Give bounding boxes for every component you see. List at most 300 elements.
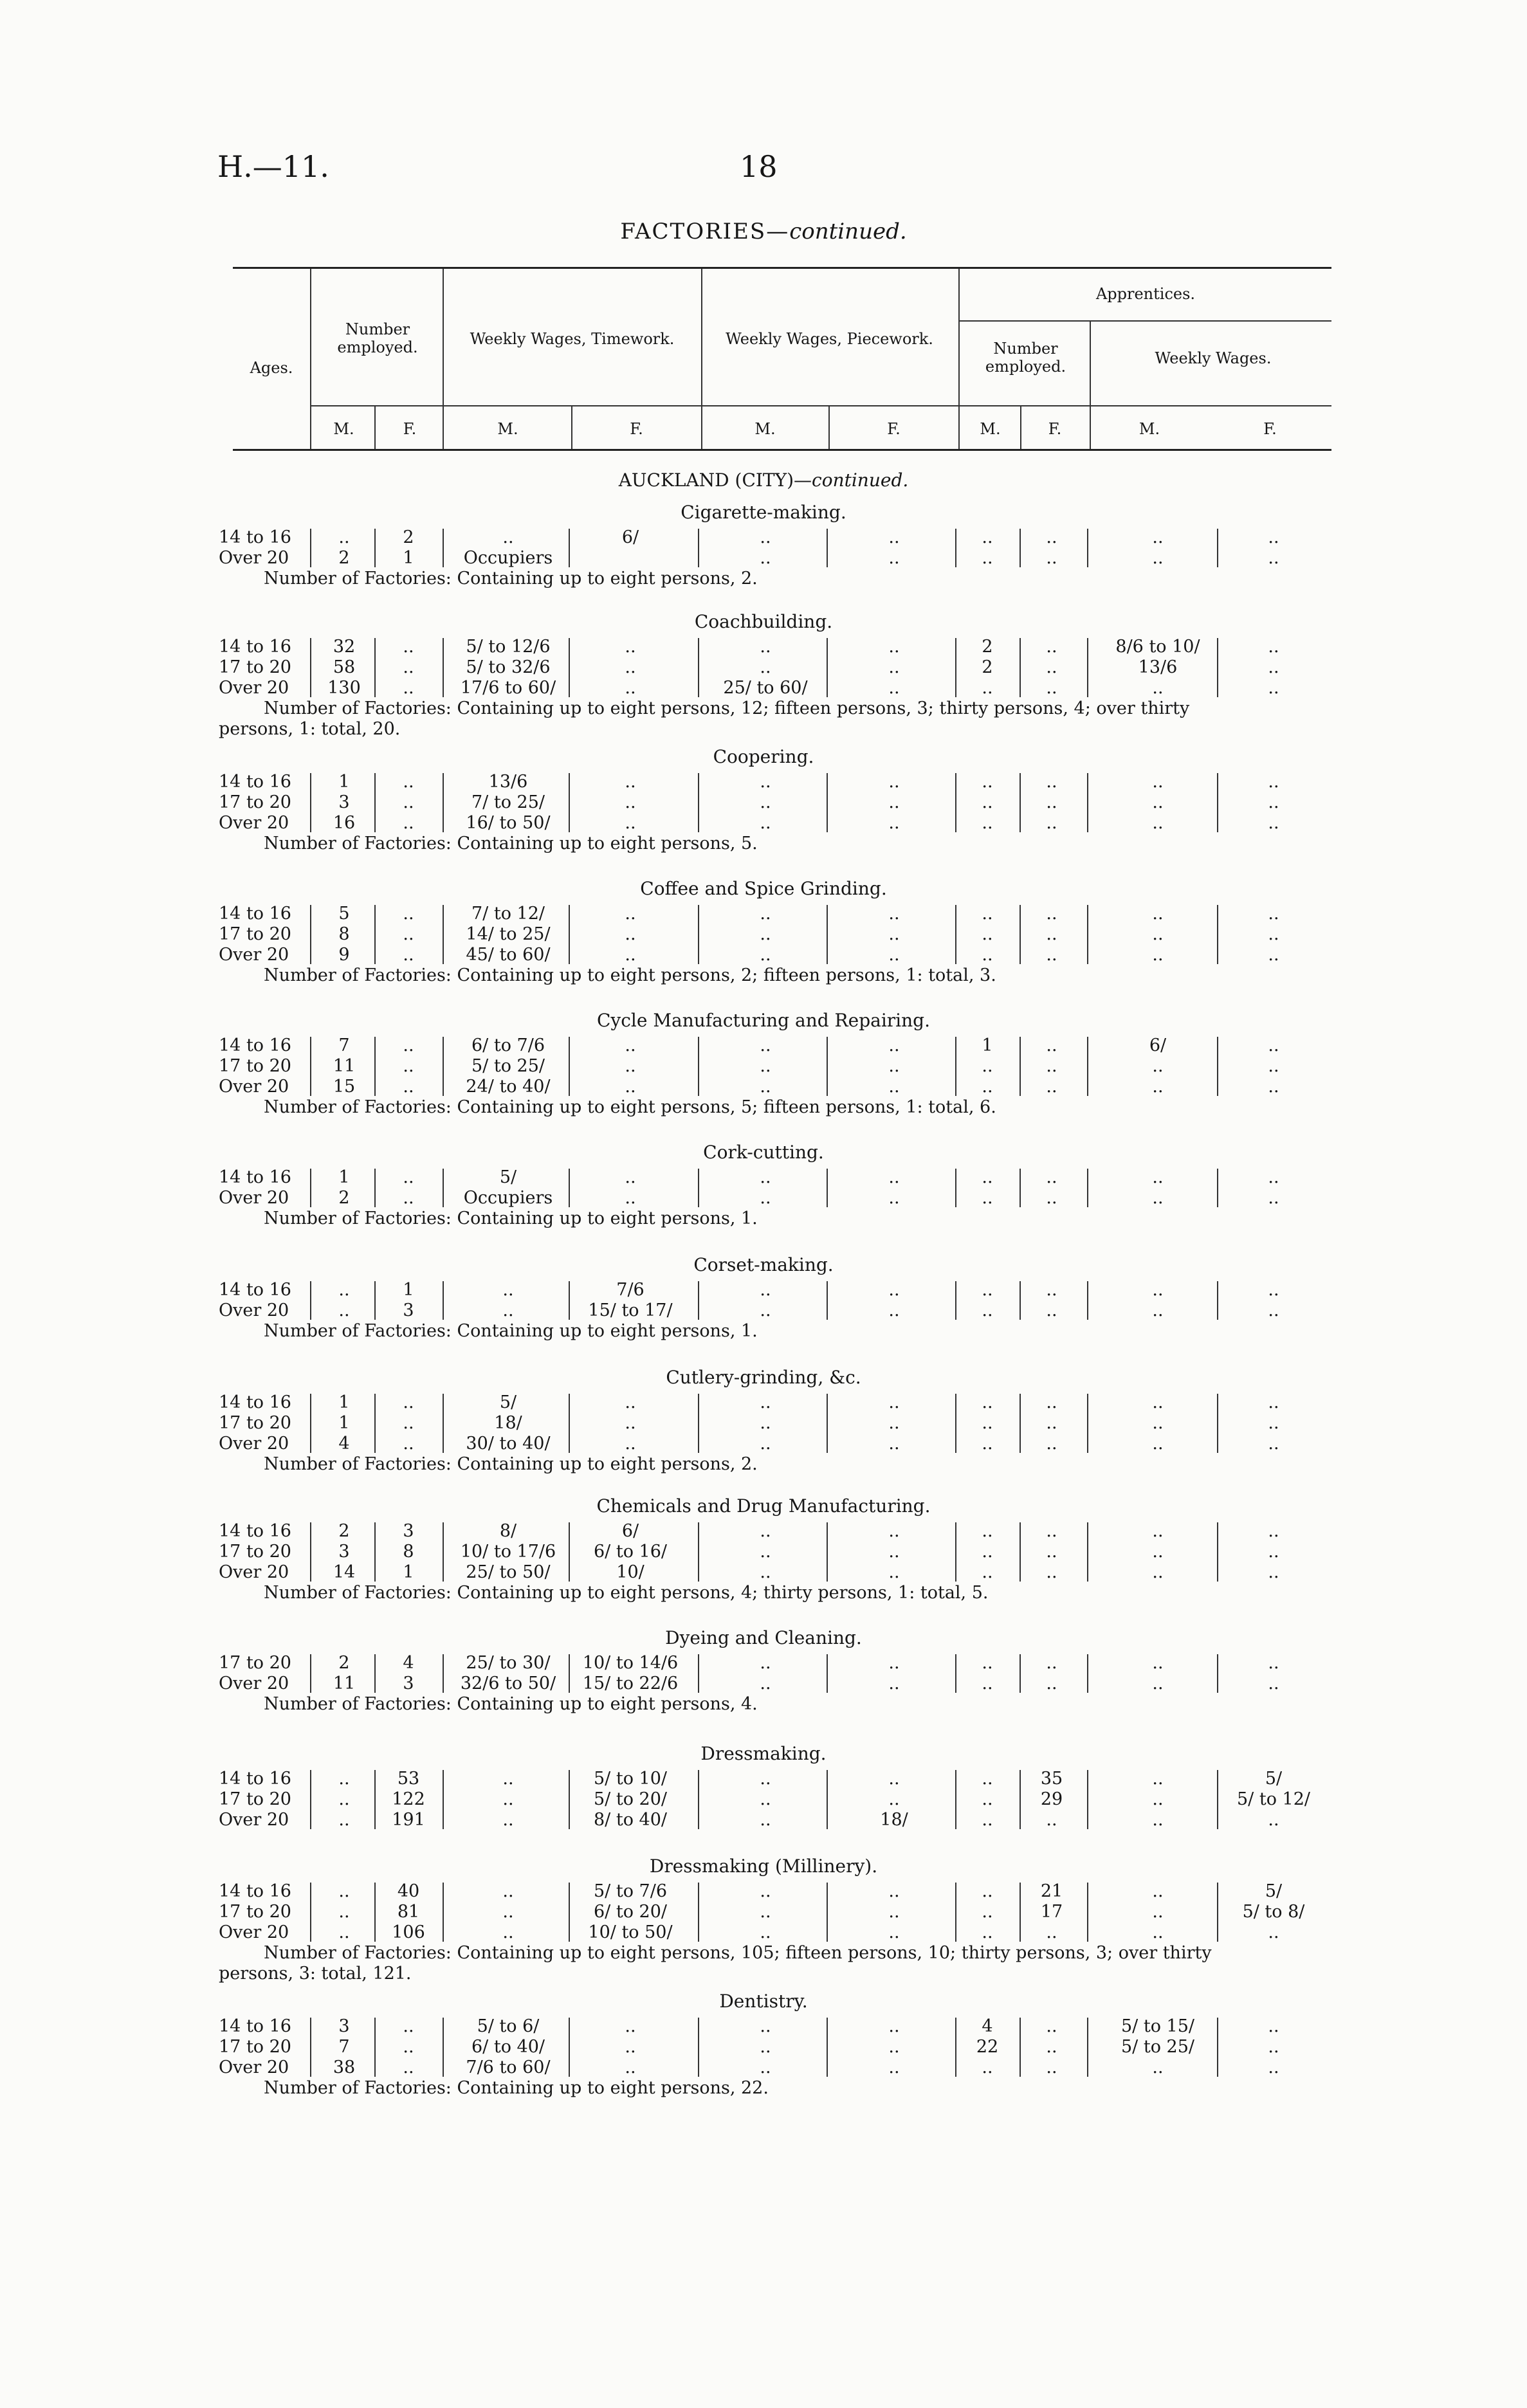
value-cell: 11 xyxy=(333,1056,356,1076)
value-cell: .. xyxy=(1046,1521,1057,1541)
factory-count-note: Number of Factories: Containing up to eight persons, 2. xyxy=(264,569,758,588)
value-cell: .. xyxy=(625,1392,636,1412)
value-cell: 1 xyxy=(982,1035,993,1055)
age-cell: Over 20 xyxy=(219,1922,289,1942)
value-cell: 8 xyxy=(338,924,350,944)
column-rule xyxy=(1087,1770,1088,1829)
value-cell: .. xyxy=(982,1674,993,1693)
value-cell: .. xyxy=(1268,904,1279,924)
value-cell: .. xyxy=(338,1902,350,1922)
value-cell: .. xyxy=(338,1789,350,1809)
value-cell: .. xyxy=(1046,1413,1057,1433)
value-cell: 17 xyxy=(1040,1902,1063,1922)
column-rule xyxy=(955,1169,956,1207)
table-row xyxy=(0,1789,1527,1810)
column-rule xyxy=(698,1169,699,1207)
value-cell: 1 xyxy=(338,1413,350,1433)
value-cell: 5/ to 15/ xyxy=(1121,2016,1194,2036)
value-cell: .. xyxy=(1046,945,1057,965)
value-cell: 7/6 to 60/ xyxy=(466,2057,551,2077)
value-cell: .. xyxy=(1152,1056,1164,1076)
value-cell: 13/6 xyxy=(1138,657,1178,677)
column-rule xyxy=(1020,773,1021,832)
value-cell: .. xyxy=(403,904,414,924)
column-rule xyxy=(374,1522,376,1582)
column-rule xyxy=(698,1522,699,1582)
value-cell: .. xyxy=(403,1077,414,1097)
value-cell: 14 xyxy=(333,1562,356,1582)
value-cell: .. xyxy=(403,2016,414,2036)
value-cell: .. xyxy=(625,637,636,657)
value-cell: 191 xyxy=(392,1810,425,1830)
value-cell: .. xyxy=(403,1035,414,1055)
value-cell: .. xyxy=(625,1188,636,1208)
column-rule xyxy=(698,1281,699,1320)
column-rule xyxy=(698,2018,699,2077)
value-cell: .. xyxy=(1046,1562,1057,1582)
table-row xyxy=(0,1434,1527,1454)
value-cell: .. xyxy=(1268,1280,1279,1300)
value-cell: 32/6 to 50/ xyxy=(460,1674,556,1693)
column-rule xyxy=(698,529,699,567)
section-title: Cutlery-grinding, &c. xyxy=(666,1367,861,1388)
value-cell: .. xyxy=(1046,1035,1057,1055)
value-cell: .. xyxy=(502,1902,514,1922)
value-cell: .. xyxy=(888,548,900,568)
column-rule xyxy=(569,2018,570,2077)
value-cell: 10/ xyxy=(616,1562,645,1582)
column-rule xyxy=(1020,529,1021,567)
value-cell: .. xyxy=(625,2057,636,2077)
header-number-employed: Number employed. xyxy=(337,320,418,356)
value-cell: .. xyxy=(888,1653,900,1673)
header-app-number: Number employed. xyxy=(985,340,1066,376)
value-cell: 5/ xyxy=(1265,1881,1283,1901)
value-cell: .. xyxy=(1268,2057,1279,2077)
column-rule xyxy=(569,1394,570,1453)
value-cell: .. xyxy=(982,1881,993,1901)
column-rule xyxy=(955,2018,956,2077)
column-rule xyxy=(827,773,828,832)
value-cell: .. xyxy=(1268,2037,1279,2057)
column-rule xyxy=(310,1394,311,1453)
age-cell: 17 to 20 xyxy=(219,792,291,812)
value-cell: .. xyxy=(1152,1769,1164,1789)
value-cell: 5/ to 8/ xyxy=(1242,1902,1305,1922)
value-cell: .. xyxy=(1268,1434,1279,1454)
column-rule xyxy=(955,773,956,832)
value-cell: .. xyxy=(625,772,636,792)
value-cell: 18/ xyxy=(880,1810,908,1830)
value-cell: .. xyxy=(888,772,900,792)
value-cell: .. xyxy=(888,2037,900,2057)
column-rule xyxy=(827,905,828,964)
value-cell: 3 xyxy=(338,1542,350,1562)
value-cell: .. xyxy=(1268,548,1279,568)
value-cell: 2 xyxy=(982,637,993,657)
column-rule xyxy=(310,1654,311,1693)
value-cell: .. xyxy=(1268,1413,1279,1433)
column-rule xyxy=(374,773,376,832)
section-title: Dentistry. xyxy=(719,1991,808,2012)
region-continued: continued. xyxy=(812,470,909,491)
value-cell: .. xyxy=(1268,1653,1279,1673)
value-cell: .. xyxy=(1152,1413,1164,1433)
table-row xyxy=(0,813,1527,834)
value-cell: .. xyxy=(888,1881,900,1901)
value-cell: .. xyxy=(403,924,414,944)
column-rule xyxy=(1020,1522,1021,1582)
value-cell: .. xyxy=(1046,1653,1057,1673)
value-cell: .. xyxy=(1152,1810,1164,1830)
value-cell: .. xyxy=(1046,2057,1057,2077)
value-cell: 53 xyxy=(397,1769,420,1789)
value-cell: .. xyxy=(1152,1188,1164,1208)
column-rule xyxy=(1217,1037,1218,1096)
value-cell: 7 xyxy=(338,1035,350,1055)
value-cell: .. xyxy=(760,548,771,568)
value-cell: .. xyxy=(888,1035,900,1055)
column-rule xyxy=(1087,638,1088,697)
value-cell: 40 xyxy=(397,1881,420,1901)
column-rule xyxy=(1217,638,1218,697)
value-cell: .. xyxy=(982,548,993,568)
value-cell: .. xyxy=(982,1300,993,1320)
value-cell: .. xyxy=(1268,527,1279,547)
column-rule xyxy=(1087,905,1088,964)
factory-count-note-continued: persons, 1: total, 20. xyxy=(219,719,401,739)
age-cell: 17 to 20 xyxy=(219,1789,291,1809)
column-rule xyxy=(1020,1654,1021,1693)
value-cell: .. xyxy=(1152,813,1164,833)
value-cell: .. xyxy=(625,2037,636,2057)
value-cell: .. xyxy=(625,924,636,944)
value-cell: .. xyxy=(1152,1300,1164,1320)
age-cell: 17 to 20 xyxy=(219,1413,291,1433)
value-cell: .. xyxy=(982,1280,993,1300)
value-cell: .. xyxy=(403,792,414,812)
value-cell: .. xyxy=(888,678,900,698)
factory-count-note: Number of Factories: Containing up to eight persons, 2; fifteen persons, 1: total, 3. xyxy=(264,965,996,985)
table-row xyxy=(0,1542,1527,1562)
value-cell: .. xyxy=(1152,924,1164,944)
factory-count-note: Number of Factories: Containing up to eight persons, 5; fifteen persons, 1: total, 6. xyxy=(264,1097,996,1117)
value-cell: .. xyxy=(1152,1902,1164,1922)
factory-count-note: Number of Factories: Containing up to eight persons, 12; fifteen persons, 3; thirty persons, 4; over thirty xyxy=(264,698,1190,718)
section-title: Cigarette-making. xyxy=(681,502,846,523)
column-rule xyxy=(310,1037,311,1096)
age-cell: 14 to 16 xyxy=(219,1167,291,1187)
value-cell: .. xyxy=(625,2016,636,2036)
value-cell: .. xyxy=(982,1521,993,1541)
value-cell: .. xyxy=(1046,657,1057,677)
age-cell: 17 to 20 xyxy=(219,1902,291,1922)
value-cell: .. xyxy=(1152,1542,1164,1562)
column-rule xyxy=(569,1522,570,1582)
column-rule xyxy=(443,1394,444,1453)
value-cell: 22 xyxy=(976,2037,999,2057)
table-row xyxy=(0,1562,1527,1583)
column-rule xyxy=(1217,1770,1218,1829)
age-cell: 14 to 16 xyxy=(219,1769,291,1789)
value-cell: 16 xyxy=(333,813,356,833)
value-cell: .. xyxy=(982,1542,993,1562)
value-cell: 13/6 xyxy=(488,772,528,792)
age-cell: 17 to 20 xyxy=(219,1056,291,1076)
column-rule xyxy=(569,1770,570,1829)
value-cell: 6/ to 7/6 xyxy=(471,1035,545,1055)
column-rule xyxy=(698,638,699,697)
column-rule xyxy=(1217,2018,1218,2077)
value-cell: .. xyxy=(888,1167,900,1187)
value-cell: .. xyxy=(982,924,993,944)
table-row xyxy=(0,792,1527,813)
value-cell: .. xyxy=(760,1922,771,1942)
value-cell: 10/ to 17/6 xyxy=(460,1542,556,1562)
value-cell: 45/ to 60/ xyxy=(466,945,551,965)
report-reference: H.—11. xyxy=(217,149,329,184)
column-header-block xyxy=(233,267,1331,451)
value-cell: 32 xyxy=(333,637,356,657)
age-cell: Over 20 xyxy=(219,945,289,965)
value-cell: 14/ to 25/ xyxy=(466,924,551,944)
header-m: M. xyxy=(980,420,1001,438)
section-title: Coachbuilding. xyxy=(694,611,833,632)
column-rule xyxy=(443,1169,444,1207)
value-cell: 10/ to 14/6 xyxy=(582,1653,679,1673)
column-rule xyxy=(374,1169,376,1207)
value-cell: .. xyxy=(1268,1188,1279,1208)
value-cell: .. xyxy=(625,945,636,965)
value-cell: 1 xyxy=(338,772,350,792)
age-cell: 14 to 16 xyxy=(219,1035,291,1055)
value-cell: .. xyxy=(1046,904,1057,924)
value-cell: 58 xyxy=(333,657,356,677)
value-cell: .. xyxy=(625,678,636,698)
age-cell: Over 20 xyxy=(219,1300,289,1320)
column-rule xyxy=(827,1394,828,1453)
value-cell: .. xyxy=(982,945,993,965)
factory-count-note-continued: persons, 3: total, 121. xyxy=(219,1964,412,1984)
value-cell: .. xyxy=(403,1056,414,1076)
region-name: AUCKLAND (CITY)— xyxy=(618,470,812,491)
value-cell: .. xyxy=(1046,2037,1057,2057)
age-cell: Over 20 xyxy=(219,548,289,568)
value-cell: 5/ to 12/6 xyxy=(466,637,551,657)
table-row xyxy=(0,637,1527,657)
table-row xyxy=(0,1653,1527,1674)
value-cell: .. xyxy=(760,2037,771,2057)
value-cell: .. xyxy=(982,1434,993,1454)
age-cell: Over 20 xyxy=(219,813,289,833)
age-cell: 17 to 20 xyxy=(219,2037,291,2057)
value-cell: .. xyxy=(982,678,993,698)
column-rule xyxy=(698,773,699,832)
value-cell: .. xyxy=(1046,1810,1057,1830)
age-cell: 17 to 20 xyxy=(219,1653,291,1673)
value-cell: .. xyxy=(1152,1653,1164,1673)
value-cell: .. xyxy=(403,945,414,965)
value-cell: .. xyxy=(760,1521,771,1541)
value-cell: .. xyxy=(1268,1674,1279,1693)
value-cell: 5/ to 25/ xyxy=(1121,2037,1194,2057)
value-cell: .. xyxy=(760,2057,771,2077)
column-rule xyxy=(1020,1883,1021,1942)
value-cell: .. xyxy=(502,1280,514,1300)
value-cell: 3 xyxy=(403,1300,414,1320)
value-cell: .. xyxy=(888,1280,900,1300)
value-cell: 5/ to 20/ xyxy=(594,1789,667,1809)
column-rule xyxy=(374,529,376,567)
value-cell: .. xyxy=(1046,1434,1057,1454)
table-row xyxy=(0,1188,1527,1209)
value-cell: .. xyxy=(1268,2016,1279,2036)
column-rule xyxy=(955,1394,956,1453)
column-rule xyxy=(1087,1037,1088,1096)
value-cell: 35 xyxy=(1040,1769,1063,1789)
value-cell: .. xyxy=(760,1562,771,1582)
value-cell: .. xyxy=(1046,527,1057,547)
value-cell: .. xyxy=(760,1280,771,1300)
value-cell: 10/ to 50/ xyxy=(588,1922,673,1942)
column-rule xyxy=(569,529,570,567)
value-cell: 5/ xyxy=(499,1167,517,1187)
column-rule xyxy=(827,1770,828,1829)
value-cell: 29 xyxy=(1040,1789,1063,1809)
value-cell: .. xyxy=(888,792,900,812)
value-cell: .. xyxy=(982,772,993,792)
value-cell: .. xyxy=(982,527,993,547)
column-rule xyxy=(1020,905,1021,964)
value-cell: .. xyxy=(982,1902,993,1922)
value-cell: .. xyxy=(888,1789,900,1809)
value-cell: .. xyxy=(403,2057,414,2077)
header-apprentices: Apprentices. xyxy=(1095,285,1196,303)
column-rule xyxy=(443,905,444,964)
column-rule xyxy=(310,529,311,567)
age-cell: Over 20 xyxy=(219,1674,289,1693)
value-cell: .. xyxy=(888,924,900,944)
value-cell: .. xyxy=(760,1881,771,1901)
value-cell: .. xyxy=(1268,1922,1279,1942)
column-rule xyxy=(374,2018,376,2077)
table-row xyxy=(0,1881,1527,1902)
column-rule xyxy=(1020,1169,1021,1207)
column-rule xyxy=(1087,1522,1088,1582)
header-f: F. xyxy=(403,420,417,438)
column-rule xyxy=(569,905,570,964)
column-rule xyxy=(374,638,376,697)
value-cell: .. xyxy=(760,637,771,657)
header-ages: Ages. xyxy=(250,359,293,377)
section-title: Dressmaking (Millinery). xyxy=(649,1856,878,1877)
value-cell: 1 xyxy=(403,1562,414,1582)
table-row xyxy=(0,1769,1527,1789)
table-row xyxy=(0,1810,1527,1830)
table-row xyxy=(0,1413,1527,1434)
value-cell: 1 xyxy=(403,548,414,568)
column-rule xyxy=(955,905,956,964)
value-cell: 6/ to 16/ xyxy=(594,1542,667,1562)
value-cell: 130 xyxy=(327,678,361,698)
age-cell: 17 to 20 xyxy=(219,924,291,944)
column-rule xyxy=(1217,1883,1218,1942)
value-cell: 4 xyxy=(982,2016,993,2036)
value-cell: .. xyxy=(888,945,900,965)
value-cell: .. xyxy=(888,1769,900,1789)
age-cell: 14 to 16 xyxy=(219,637,291,657)
value-cell: 3 xyxy=(338,2016,350,2036)
value-cell: .. xyxy=(888,1413,900,1433)
value-cell: .. xyxy=(888,1392,900,1412)
header-f: F. xyxy=(1263,420,1277,438)
age-cell: 14 to 16 xyxy=(219,1280,291,1300)
column-rule xyxy=(1217,529,1218,567)
value-cell: .. xyxy=(1046,1188,1057,1208)
section-title: Cycle Manufacturing and Repairing. xyxy=(597,1010,930,1031)
column-rule xyxy=(1020,1770,1021,1829)
value-cell: .. xyxy=(1152,1674,1164,1693)
value-cell: Occupiers xyxy=(463,548,553,568)
column-rule xyxy=(955,1883,956,1942)
value-cell: .. xyxy=(1152,792,1164,812)
value-cell: 2 xyxy=(338,1188,350,1208)
value-cell: .. xyxy=(338,1300,350,1320)
value-cell: .. xyxy=(1152,2057,1164,2077)
value-cell: .. xyxy=(502,1769,514,1789)
value-cell: .. xyxy=(1268,1077,1279,1097)
value-cell: 5/ to 10/ xyxy=(594,1769,667,1789)
column-rule xyxy=(955,1522,956,1582)
region-title xyxy=(0,470,1527,491)
value-cell: 3 xyxy=(403,1521,414,1541)
value-cell: .. xyxy=(982,792,993,812)
column-rule xyxy=(1020,1281,1021,1320)
column-rule xyxy=(443,2018,444,2077)
value-cell: .. xyxy=(403,1188,414,1208)
value-cell: .. xyxy=(760,1167,771,1187)
value-cell: .. xyxy=(982,1077,993,1097)
section-title: Dyeing and Cleaning. xyxy=(665,1627,862,1648)
table-row xyxy=(0,1902,1527,1922)
section-title: Coopering. xyxy=(713,746,814,767)
value-cell: .. xyxy=(403,1413,414,1433)
table-row xyxy=(0,1035,1527,1056)
value-cell: 25/ to 50/ xyxy=(466,1562,551,1582)
column-rule xyxy=(443,638,444,697)
table-row xyxy=(0,1521,1527,1542)
value-cell: .. xyxy=(1152,772,1164,792)
value-cell: .. xyxy=(1152,1167,1164,1187)
value-cell: .. xyxy=(760,1300,771,1320)
age-cell: Over 20 xyxy=(219,1562,289,1582)
column-rule xyxy=(310,905,311,964)
value-cell: 8/6 to 10/ xyxy=(1115,637,1200,657)
value-cell: .. xyxy=(502,527,514,547)
value-cell: .. xyxy=(1152,1392,1164,1412)
value-cell: .. xyxy=(1268,772,1279,792)
column-rule xyxy=(310,638,311,697)
column-rule xyxy=(310,1169,311,1207)
column-rule xyxy=(827,1654,828,1693)
column-rule xyxy=(569,1654,570,1693)
value-cell: .. xyxy=(888,1674,900,1693)
value-cell: .. xyxy=(338,1922,350,1942)
column-rule xyxy=(310,1770,311,1829)
value-cell: .. xyxy=(760,1434,771,1454)
value-cell: .. xyxy=(888,813,900,833)
value-cell: .. xyxy=(982,1789,993,1809)
